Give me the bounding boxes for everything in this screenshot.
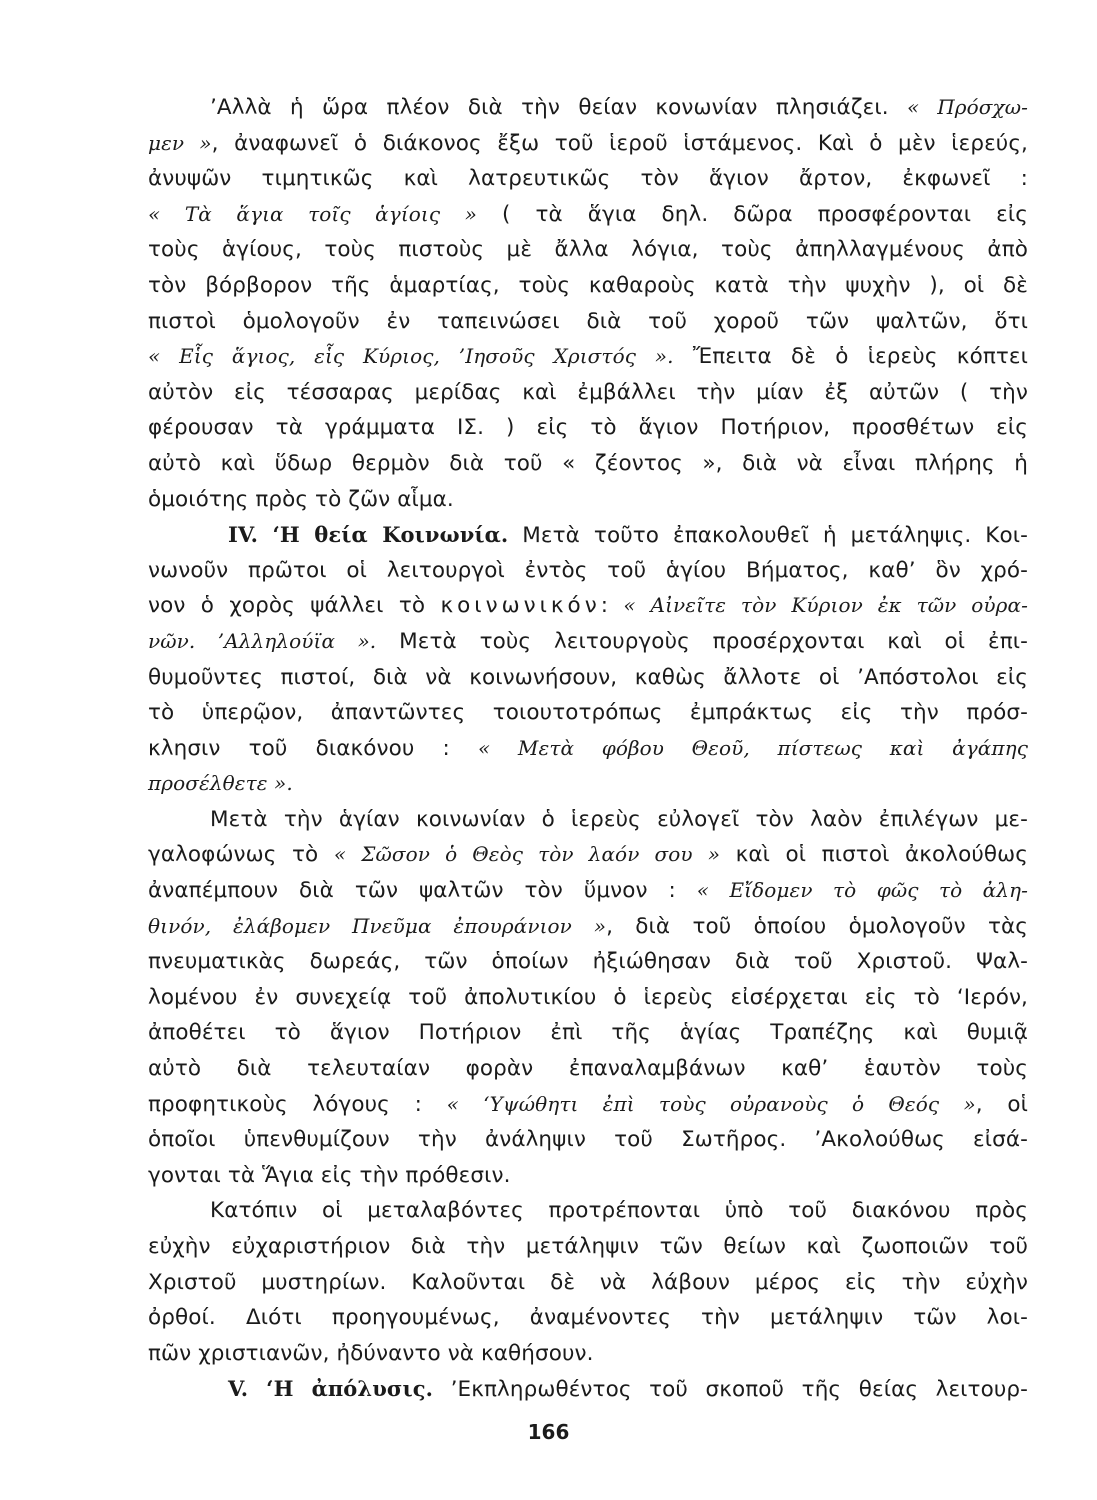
text-run: ’Εκπληρωθέντος τοῦ σκοποῦ τῆς θείας λειτουρ- [433,1377,1028,1403]
text-run: κλησιν τοῦ διακόνου : [148,735,478,761]
italic-run: μεν » [148,130,212,155]
text-line [148,375,1028,411]
text-run: λομένου ἐν συνεχείᾳ τοῦ ἀπολυτικίου ὁ ἱερεὺς εἰσέρχεται εἰς τὸ ‘Ιερόν, [148,984,1028,1010]
text-run: Κατόπιν οἱ μεταλαβόντες προτρέπονται ὑπὸ τοῦ διακόνου πρὸς [210,1198,1028,1224]
text-run: ἀναπέμπουν διὰ τῶν ψαλτῶν τὸν ὕμνον : [148,878,697,904]
italic-run: προσέλθετε ». [148,771,293,796]
text-run: γαλοφώνως τὸ [148,842,334,868]
section-heading-line [148,1371,1028,1407]
text-run: καὶ οἱ πιστοὶ ἀκολούθως [720,842,1028,868]
text-line [148,909,1028,945]
text-line [148,1265,1028,1301]
text-run: αὐτὸ διὰ τελευταίαν φορὰν ἐπαναλαμβάνων καθ’ ἑαυτὸν τοὺς [148,1056,1028,1082]
text-run: ὁποῖοι ὑπενθυμίζουν τὴν ἀνάληψιν τοῦ Σωτῆρος. ’Ακολούθως εἰσά- [148,1127,1028,1153]
text-run: φέρουσαν τὰ γράμματα ΙΣ. ) εἰς τὸ ἅγιον Ποτήριον, προσθέτων εἰς [148,415,1028,441]
body-text [148,90,1028,1407]
text-line [148,339,1028,375]
text-run: , διὰ τοῦ ὁποίου ὁμολογοῦν τὰς [606,913,1028,939]
text-line [148,588,1028,624]
text-line [148,695,1028,731]
text-run: πιστοὶ ὁμολογοῦν ἐν ταπεινώσει διὰ τοῦ χοροῦ τῶν ψαλτῶν, ὅτι [148,308,1028,334]
text-line [148,304,1028,340]
italic-run: « ‘Υψώθητι ἐπὶ τοὺς οὐρανοὺς ὁ Θεός » [446,1091,976,1116]
section-heading-line [148,517,1028,553]
text-line [148,161,1028,197]
text-run: : [600,593,624,619]
text-run: Μετὰ τὴν ἁγίαν κοινωνίαν ὁ ἱερεὺς εὐλογεῖ τὸν λαὸν ἐπιλέγων με- [210,806,1028,832]
text-run: ἀποθέτει τὸ ἅγιον Ποτήριον ἐπὶ τῆς ἁγίας Τραπέζης καὶ θυμιᾷ [148,1020,1028,1046]
text-run: αὐτὸ καὶ ὕδωρ θερμὸν διὰ τοῦ « ζέοντος », διὰ νὰ εἶναι πλήρης ἡ [148,450,1028,476]
text-line [148,268,1028,304]
text-run: προφητικοὺς λόγους : [148,1091,447,1117]
text-line [148,482,1028,518]
text-run: Χριστοῦ μυστηρίων. Καλοῦνται δὲ νὰ λάβουν μέρος εἰς τὴν εὐχὴν [148,1269,1028,1295]
italic-run: « Σῶσον ὁ Θεὸς τὸν λαόν σου » [333,842,721,867]
text-run: γονται τὰ Ἅγια εἰς τὴν πρόθεσιν. [148,1162,511,1188]
page-number: 166 [527,1420,570,1444]
text-run: Μετὰ τοῦτο ἐπακολουθεῖ ἡ μετάληψις. Κοι- [508,523,1028,549]
text-run: Ἔπειτα δὲ ὁ ἱερεὺς κόπτει [673,344,1029,370]
text-run: , οἱ [975,1091,1028,1117]
text-line [148,1087,1028,1123]
text-line [148,1122,1028,1158]
text-line [148,232,1028,268]
text-line [148,980,1028,1016]
text-run: θυμοῦντες πιστοί, διὰ νὰ κοινωνήσουν, καθὼς ἄλλοτε οἱ ’Απόστολοι εἰς [148,664,1028,690]
text-line [148,126,1028,162]
text-line [148,1051,1028,1087]
text-line [148,802,1028,838]
italic-run: θινόν, ἐλάβομεν Πνεῦμα ἐπουράνιον » [148,913,607,938]
text-run: , ἀναφωνεῖ ὁ διάκονος ἔξω τοῦ ἱεροῦ ἱστάμενος. Καὶ ὁ μὲν ἱερεύς, [211,130,1028,156]
italic-run: « Τὰ ἅγια τοῖς ἁγίοις » [148,201,478,226]
text-run: Μετὰ τοὺς λειτουργοὺς προσέρχονται καὶ οἱ ἐπι- [376,628,1028,654]
italic-run: « Μετὰ φόβου Θεοῦ, πίστεως καὶ ἀγάπης [477,735,1028,760]
text-run: πνευματικὰς δωρεάς, τῶν ὁποίων ἠξιώθησαν διὰ τοῦ Χριστοῦ. Ψαλ- [148,949,1028,975]
text-run: ’Αλλὰ ἡ ὥρα πλέον διὰ τὴν θείαν κονωνίαν πλησιάζει. [210,95,907,120]
text-run: αὐτὸν εἰς τέσσαρας μερίδας καὶ ἐμβάλλει τὴν μίαν ἐξ αὐτῶν ( τὴν [148,379,1028,405]
text-line [148,446,1028,482]
spaced-run: κοινωνικόν [440,593,601,619]
text-line [148,1336,1028,1372]
text-line [148,660,1028,696]
text-line [148,1229,1028,1265]
text-run: τοὺς ἁγίους, τοὺς πιστοὺς μὲ ἄλλα λόγια, τοὺς ἀπηλλαγμένους ἀπὸ [148,237,1028,263]
text-run: νον ὁ χορὸς ψάλλει τὸ [148,593,441,619]
italic-run: « Εἴδομεν τὸ φῶς τὸ ἀλη- [696,878,1029,903]
text-run: ἀνυψῶν τιμητικῶς καὶ λατρευτικῶς τὸν ἅγιον ἄρτον, ἐκφωνεῖ : [148,166,1028,192]
text-line [148,1015,1028,1051]
text-line [148,766,1028,802]
text-line [148,197,1028,233]
text-run: ( τὰ ἅγια δηλ. δῶρα προσφέρονται εἰς [477,201,1028,227]
text-line [148,410,1028,446]
italic-run: « Πρόσχω- [907,95,1028,119]
text-run: νωνοῦν πρῶτοι οἱ λειτουργοὶ ἐντὸς τοῦ ἁγίου Βήματος, καθ’ ὃν χρό- [148,557,1028,583]
text-run: εὐχὴν εὐχαριστήριον διὰ τὴν μετάληψιν τῶν θείων καὶ ζωοποιῶν τοῦ [148,1234,1028,1259]
text-line [148,1193,1028,1229]
text-line [148,837,1028,873]
text-line [148,944,1028,980]
italic-run: « Αἰνεῖτε τὸν Κύριον ἐκ τῶν οὐρα- [623,593,1028,618]
text-line [148,1300,1028,1336]
heading-run: V. ‘Η ἀπόλυσις. [228,1376,434,1402]
italic-run: νῶν. ’Αλληλούϊα ». [148,628,377,653]
text-line [148,624,1028,660]
heading-run: IV. ‘Η θεία Κοινωνία. [228,522,509,548]
text-line [148,873,1028,909]
text-run: τὸν βόρβορον τῆς ἁμαρτίας, τοὺς καθαροὺς κατὰ τὴν ψυχὴν ), οἱ δὲ [148,272,1028,298]
text-run: ὁμοιότης πρὸς τὸ ζῶν αἷμα. [148,486,454,512]
text-line [148,90,1028,126]
italic-run: « Εἷς ἅγιος, εἷς Κύριος, ’Ιησοῦς Χριστός ». [148,344,674,369]
text-line [148,731,1028,767]
text-run: ὀρθοί. Διότι προηγουμένως, ἀναμένοντες τὴν μετάληψιν τῶν λοι- [148,1305,1028,1331]
text-line [148,553,1028,589]
text-run: πῶν χριστιανῶν, ἠδύναντο νὰ καθήσουν. [148,1340,594,1366]
text-run: τὸ ὑπερῷον, ἀπαντῶντες τοιουτοτρόπως ἐμπράκτως εἰς τὴν πρόσ- [148,700,1028,726]
text-line [148,1158,1028,1194]
